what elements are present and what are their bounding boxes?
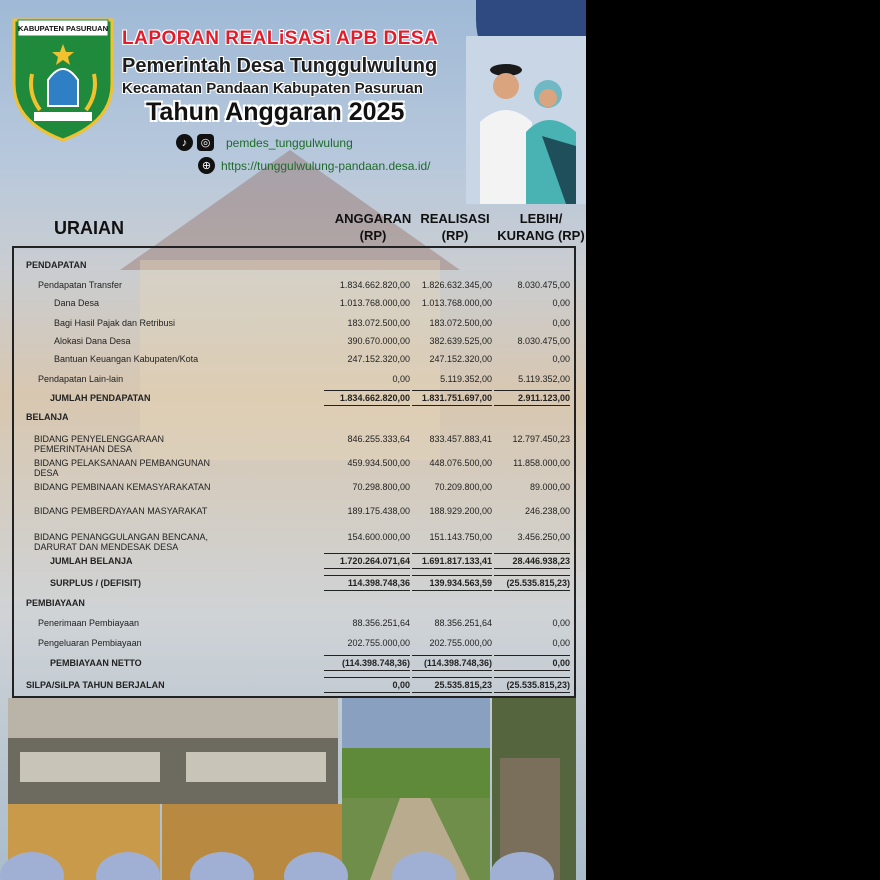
row-label: Pendapatan Lain-lain — [38, 374, 124, 384]
realisasi-value: 382.639.525,00 — [429, 336, 492, 346]
website-row — [198, 157, 431, 174]
budget-table — [12, 246, 576, 698]
district-name: Kecamatan Pandaan Kabupaten Pasuruan — [122, 80, 423, 97]
row-label: PENDAPATAN — [26, 260, 87, 270]
realisasi-value: 70.209.800,00 — [434, 482, 492, 492]
selisih-value: 8.030.475,00 — [517, 280, 570, 290]
realisasi-value: 247.152.320,00 — [429, 354, 492, 364]
social-row — [176, 134, 353, 151]
realisasi-value: 833.457.883,41 — [429, 434, 492, 444]
anggaran-value: 88.356.251,64 — [352, 618, 410, 628]
realisasi-value: 88.356.251,64 — [434, 618, 492, 628]
row-label: Dana Desa — [54, 298, 100, 308]
selisih-value: 3.456.250,00 — [517, 532, 570, 542]
row-label: BIDANG PENYELENGGARAAN PEMERINTAHAN DESA — [34, 434, 165, 454]
row-label: SILPA/SiLPA TAHUN BERJALAN — [26, 680, 165, 690]
anggaran-value: 247.152.320,00 — [347, 354, 410, 364]
selisih-value: 0,00 — [552, 298, 570, 308]
column-header-realisasi: REALISASI (RP) — [420, 211, 490, 243]
selisih-value: 2.911.123,00 — [494, 390, 570, 406]
realisasi-value: 1.826.632.345,00 — [421, 280, 492, 290]
realisasi-value: 139.934.563,59 — [412, 575, 492, 591]
row-label: PEMBIAYAAN — [26, 598, 85, 608]
anggaran-value: 114.398.748,36 — [324, 575, 410, 591]
anggaran-value: 390.670.000,00 — [347, 336, 410, 346]
selisih-value: 246.238,00 — [524, 506, 570, 516]
anggaran-value: 154.600.000,00 — [347, 532, 410, 542]
realisasi-value: 1.691.817.133,41 — [412, 553, 492, 569]
anggaran-value: 0,00 — [392, 374, 410, 384]
row-label: BELANJA — [26, 412, 69, 422]
selisih-value: 11.858.000,00 — [513, 458, 570, 468]
row-label: JUMLAH BELANJA — [50, 556, 133, 566]
realisasi-value: 1.831.751.697,00 — [412, 390, 492, 406]
officials-photo — [466, 36, 586, 204]
anggaran-value: 1.834.662.820,00 — [339, 280, 410, 290]
selisih-value: 0,00 — [552, 354, 570, 364]
anggaran-value: 183.072.500,00 — [347, 318, 410, 328]
selisih-value: 28.446.938,23 — [494, 553, 570, 569]
selisih-value: 0,00 — [552, 618, 570, 628]
tiktok-icon: ♪ — [176, 134, 193, 151]
row-label: Bantuan Keuangan Kabupaten/Kota — [54, 354, 199, 364]
anggaran-value: 1.834.662.820,00 — [324, 390, 410, 406]
row-label: BIDANG PEMBERDAYAAN MASYARAKAT — [34, 506, 208, 516]
logo-text: KABUPATEN PASURUAN — [18, 24, 108, 33]
realisasi-value: (114.398.748,36) — [412, 655, 492, 671]
selisih-value: 0,00 — [552, 638, 570, 648]
column-header-uraian: URAIAN — [54, 218, 124, 238]
village-name: Pemerintah Desa Tunggulwulung — [122, 55, 438, 77]
anggaran-value: 70.298.800,00 — [352, 482, 410, 492]
row-label: Alokasi Dana Desa — [54, 336, 131, 346]
selisih-value: 12.797.450,23 — [512, 434, 570, 444]
anggaran-value: 1.013.768.000,00 — [339, 298, 410, 308]
row-label: Pengeluaran Pembiayaan — [38, 638, 142, 648]
instagram-icon: ◎ — [197, 134, 214, 151]
selisih-value: 0,00 — [494, 655, 570, 671]
report-title: LAPORAN REALiSASi APB DESA — [122, 28, 439, 49]
realisasi-value: 25.535.815,23 — [412, 677, 492, 693]
row-label: Penerimaan Pembiayaan — [38, 618, 140, 628]
row-label: JUMLAH PENDAPATAN — [50, 393, 151, 403]
realisasi-value: 183.072.500,00 — [429, 318, 492, 328]
realisasi-value: 151.143.750,00 — [429, 532, 492, 542]
selisih-value: 5.119.352,00 — [518, 374, 570, 384]
realisasi-value: 448.076.500,00 — [429, 458, 492, 468]
anggaran-value: 846.255.333,64 — [347, 434, 410, 444]
website-link[interactable]: https://tunggulwulung-pandaan.desa.id/ — [221, 158, 431, 173]
row-label: SURPLUS / (DEFISIT) — [50, 578, 142, 588]
realisasi-value: 202.755.000,00 — [429, 638, 492, 648]
social-handle[interactable]: pemdes_tunggulwulung — [226, 135, 353, 150]
selisih-value: (25.535.815,23) — [494, 575, 570, 591]
row-label: BIDANG PEMBINAAN KEMASYARAKATAN — [34, 482, 211, 492]
selisih-value: (25.535.815,23) — [494, 677, 570, 693]
anggaran-value: 459.934.500,00 — [347, 458, 410, 468]
row-label: BIDANG PENANGGULANGAN BENCANA, DARURAT DAN MENDESAK DESA — [34, 532, 209, 552]
anggaran-value: 1.720.264.071,64 — [324, 553, 410, 569]
kabupaten-pasuruan-logo — [10, 14, 116, 142]
realisasi-value: 5.119.352,00 — [440, 374, 492, 384]
selisih-value: 8.030.475,00 — [517, 336, 570, 346]
anggaran-value: (114.398.748,36) — [324, 655, 410, 671]
row-label: PEMBIAYAAN NETTO — [50, 658, 142, 668]
activity-photos — [0, 698, 586, 880]
column-header-selisih: LEBIH/ KURANG (RP) — [497, 211, 585, 243]
row-label: Pendapatan Transfer — [38, 280, 123, 290]
column-header-anggaran: ANGGARAN (RP) — [334, 211, 412, 243]
anggaran-value: 189.175.438,00 — [347, 506, 410, 516]
fiscal-year: Tahun Anggaran 2025 — [146, 98, 405, 126]
row-label: BIDANG PELAKSANAAN PEMBANGUNAN DESA — [34, 458, 211, 478]
anggaran-value: 0,00 — [324, 677, 410, 693]
row-label: Bagi Hasil Pajak dan Retribusi — [54, 318, 176, 328]
realisasi-value: 1.013.768.000,00 — [421, 298, 492, 308]
selisih-value: 89.000,00 — [529, 482, 570, 492]
realisasi-value: 188.929.200,00 — [429, 506, 492, 516]
globe-icon: ⊕ — [198, 157, 215, 174]
anggaran-value: 202.755.000,00 — [347, 638, 410, 648]
selisih-value: 0,00 — [552, 318, 570, 328]
